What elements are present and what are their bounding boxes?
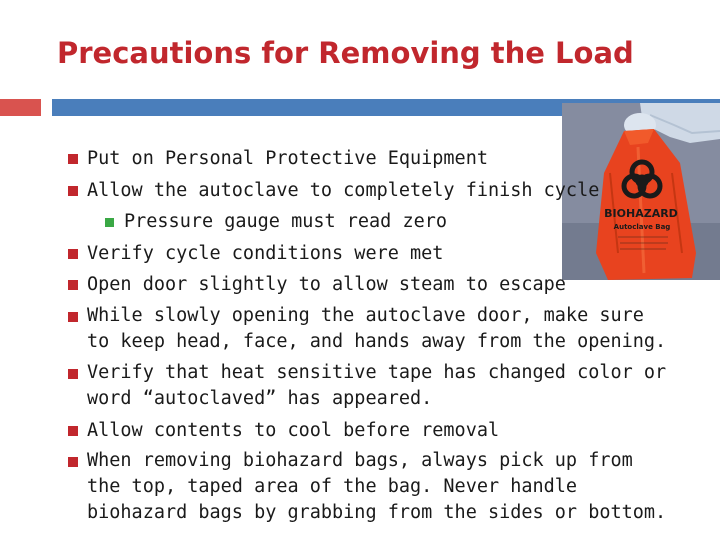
list-item	[68, 446, 668, 529]
list-item-text: Open door slightly to allow steam to escape	[87, 274, 566, 295]
bullet-square-icon	[105, 218, 114, 227]
bullet-square-icon	[68, 369, 78, 379]
list-item-sub	[68, 206, 668, 238]
bullet-square-icon	[68, 249, 78, 259]
list-item	[68, 238, 668, 270]
list-item	[68, 301, 668, 358]
list-item	[68, 175, 668, 207]
bullet-square-icon	[68, 457, 78, 467]
list-item-text: Pressure gauge must read zero	[124, 211, 448, 232]
slide-title: Precautions for Removing the Load	[57, 36, 634, 70]
bullet-square-icon	[68, 154, 78, 164]
accent-bar-left	[0, 99, 41, 116]
list-item-text: While slowly opening the autoclave door, make sure to keep head, face, and hands away from the opening.	[87, 304, 667, 352]
list-item	[68, 415, 668, 447]
list-item-text: Allow the autoclave to completely finish cycle	[87, 179, 600, 201]
bullet-list	[68, 143, 668, 529]
list-item	[68, 269, 668, 301]
list-item-text: Verify that heat sensitive tape has changed color or word “autoclaved” has appeared.	[87, 361, 667, 409]
bag-label-line2: Autoclave Bag	[613, 223, 671, 231]
list-item-text: Put on Personal Protective Equipment	[87, 148, 488, 169]
list-item-text: When removing biohazard bags, always pick up from the top, taped area of the bag. Never handle biohazard bags by grabbing from the sides or bottom.	[87, 450, 667, 523]
list-item-text: Allow contents to cool before removal	[87, 419, 500, 441]
list-item-text: Verify cycle conditions were met	[87, 242, 444, 264]
bag-label-line1: BIOHAZARD	[604, 207, 678, 220]
list-item	[68, 358, 668, 415]
bullet-square-icon	[68, 312, 78, 322]
bullet-square-icon	[68, 426, 78, 436]
bullet-square-icon	[68, 186, 78, 196]
bullet-square-icon	[68, 280, 78, 290]
list-item	[68, 143, 668, 175]
